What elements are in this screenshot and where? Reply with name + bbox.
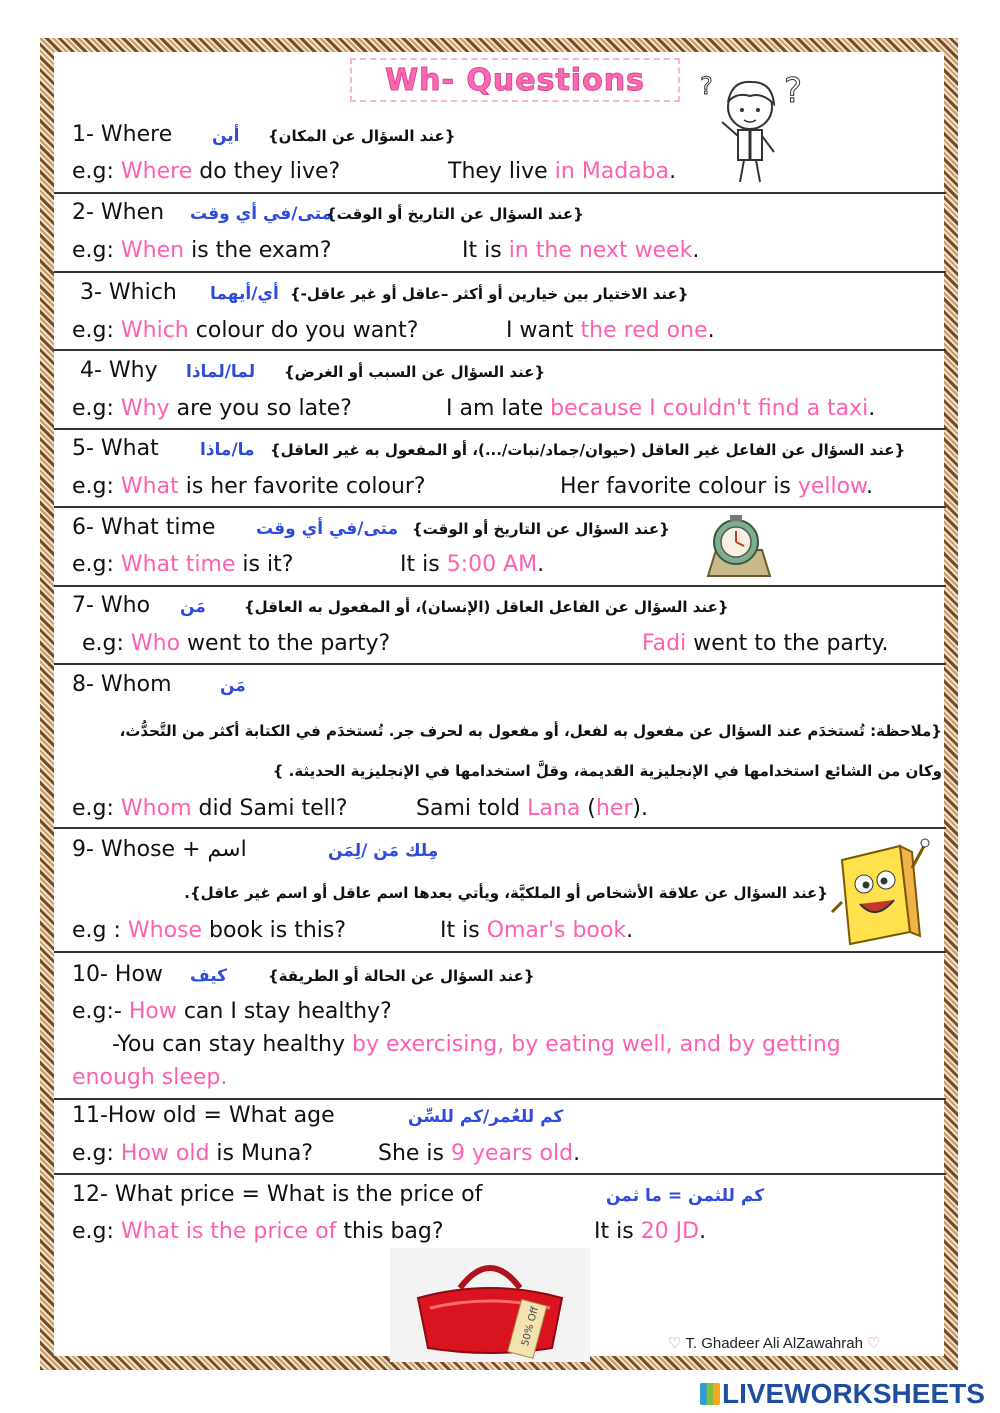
item-heading: 3- Which (80, 280, 177, 305)
page-title: Wh- Questions (350, 58, 680, 102)
arabic-translation: كم للثمن = ما ثمن (606, 1186, 765, 1206)
item-heading: 1- Where (72, 122, 173, 147)
divider (54, 349, 946, 351)
example-answer: They live in Madaba. (448, 159, 677, 184)
heart-icon: ♡ (867, 1335, 881, 1352)
example-answer: It is 20 JD. (594, 1219, 707, 1244)
tag-label: 50% Off (519, 1305, 542, 1348)
alarm-clock-illustration (696, 510, 778, 584)
example-question: e.g: What is the price of this bag? (72, 1219, 444, 1244)
example-question: e.g: Whom did Sami tell? (72, 796, 348, 821)
divider (54, 1098, 946, 1100)
example-question: e.g : Whose book is this? (72, 918, 347, 943)
item-heading: 10- How (72, 962, 163, 987)
arabic-note: {عند السؤال عن الفاعل غير العاقل (حيوان/جماد/نبات/...)، أو المفعول به غير العاقل} (270, 441, 906, 459)
arabic-translation: كيف (190, 966, 228, 986)
example-answer: It is in the next week. (462, 238, 700, 263)
heart-icon: ♡ (668, 1335, 682, 1352)
example-answer: I want the red one. (506, 318, 715, 343)
item-heading: 4- Why (80, 358, 158, 383)
example-answer: It is Omar's book. (440, 918, 634, 943)
arabic-note: {عند السؤال عن المكان} (268, 127, 456, 145)
svg-text:?: ? (700, 72, 713, 100)
arabic-translation: متى/في أي وقت (190, 204, 333, 224)
divider (54, 428, 946, 430)
example-question: e.g: Who went to the party? (82, 631, 391, 656)
arabic-note: {عند السؤال عن التاريخ أو الوقت} (326, 205, 584, 223)
example-question: e.g: How old is Muna? (72, 1141, 314, 1166)
divider (54, 271, 946, 273)
example-answer: Her favorite colour is yellow. (560, 474, 874, 499)
arabic-note: وكان من الشائع استخدامها في الإنجليزية القديمة، وقلَّ استخدامها في الإنجليزية الحديثة. } (272, 762, 942, 780)
item-heading: 6- What time (72, 515, 216, 540)
divider (54, 663, 946, 665)
item-heading: 2- When (72, 200, 165, 225)
logo-icon (700, 1383, 720, 1405)
svg-text:?: ? (784, 71, 803, 111)
example-question: e.g: Which colour do you want? (72, 318, 419, 343)
arabic-note: {عند السؤال عن الفاعل العاقل (الإنسان)، أو المفعول به العاقل} (244, 598, 729, 616)
example-answer: Sami told Lana (her). (416, 796, 648, 821)
example-answer: -You can stay healthy by exercising, by eating well, and by getting (112, 1032, 841, 1057)
arabic-note: {عند السؤال عن السبب أو الغرض} (284, 363, 546, 381)
divider (54, 192, 946, 194)
arabic-translation: متى/في أي وقت (256, 519, 399, 539)
arabic-note: {عند السؤال عن التاريخ أو الوقت} (412, 520, 670, 538)
item-heading: 11-How old = What age (72, 1103, 335, 1128)
book-character-illustration (828, 832, 932, 950)
arabic-note: {عند السؤال عن الحالة أو الطريقة} (268, 967, 535, 985)
arabic-translation: مَن (180, 597, 206, 617)
example-question: e.g: What is her favorite colour? (72, 474, 426, 499)
divider (54, 827, 946, 829)
divider (54, 585, 946, 587)
item-heading: 9- Whose + اسم (72, 837, 247, 862)
arabic-note: {عند السؤال عن علاقة الأشخاص أو الملكيَّة، ويأتي بعدها اسم عاقل أو اسم غير عاقل}. (184, 884, 828, 902)
example-question: e.g: When is the exam? (72, 238, 332, 263)
divider (54, 1173, 946, 1175)
arabic-translation: مَن (220, 676, 246, 696)
divider (54, 951, 946, 953)
example-answer-continued: enough sleep. (72, 1065, 228, 1090)
item-heading: 12- What price = What is the price of (72, 1182, 483, 1207)
arabic-note: {ملاحظة: تُستخدَم عند السؤال عن مفعول به لفعل، أو مفعول به لحرف جر. تُستخدَم في الكتابة أكثر من التَّحدُّث، (119, 722, 942, 740)
divider (54, 506, 946, 508)
author-credit: ♡ T. Ghadeer Ali AlZawahrah ♡ (668, 1335, 881, 1352)
red-bag-illustration (390, 1248, 590, 1362)
item-heading: 5- What (72, 436, 159, 461)
thinking-boy-illustration (692, 62, 812, 187)
example-answer: Fadi went to the party. (642, 631, 889, 656)
arabic-translation: ما/ماذا (200, 440, 255, 460)
arabic-translation: كم للعُمر/كم للسِّن (408, 1107, 564, 1127)
example-question: e.g: What time is it? (72, 552, 294, 577)
arabic-translation: مِلك مَن /لِمَن (328, 841, 439, 861)
item-heading: 8- Whom (72, 672, 172, 697)
example-answer: I am late because I couldn't find a taxi. (446, 396, 876, 421)
brand-logo: LIVEWORKSHEETS (700, 1378, 985, 1410)
arabic-translation: لما/لماذا (186, 362, 256, 382)
arabic-note: {عند الاختيار بين خيارين أو أكثر –عاقل أو غير عاقل-} (290, 285, 689, 303)
example-answer: It is 5:00 AM. (400, 552, 545, 577)
item-heading: 7- Who (72, 593, 151, 618)
example-answer: She is 9 years old. (378, 1141, 581, 1166)
arabic-translation: أين (212, 126, 240, 146)
arabic-translation: أي/أيهما (210, 284, 279, 304)
example-question: e.g:- How can I stay healthy? (72, 999, 392, 1024)
example-question: e.g: Where do they live? (72, 159, 341, 184)
example-question: e.g: Why are you so late? (72, 396, 352, 421)
